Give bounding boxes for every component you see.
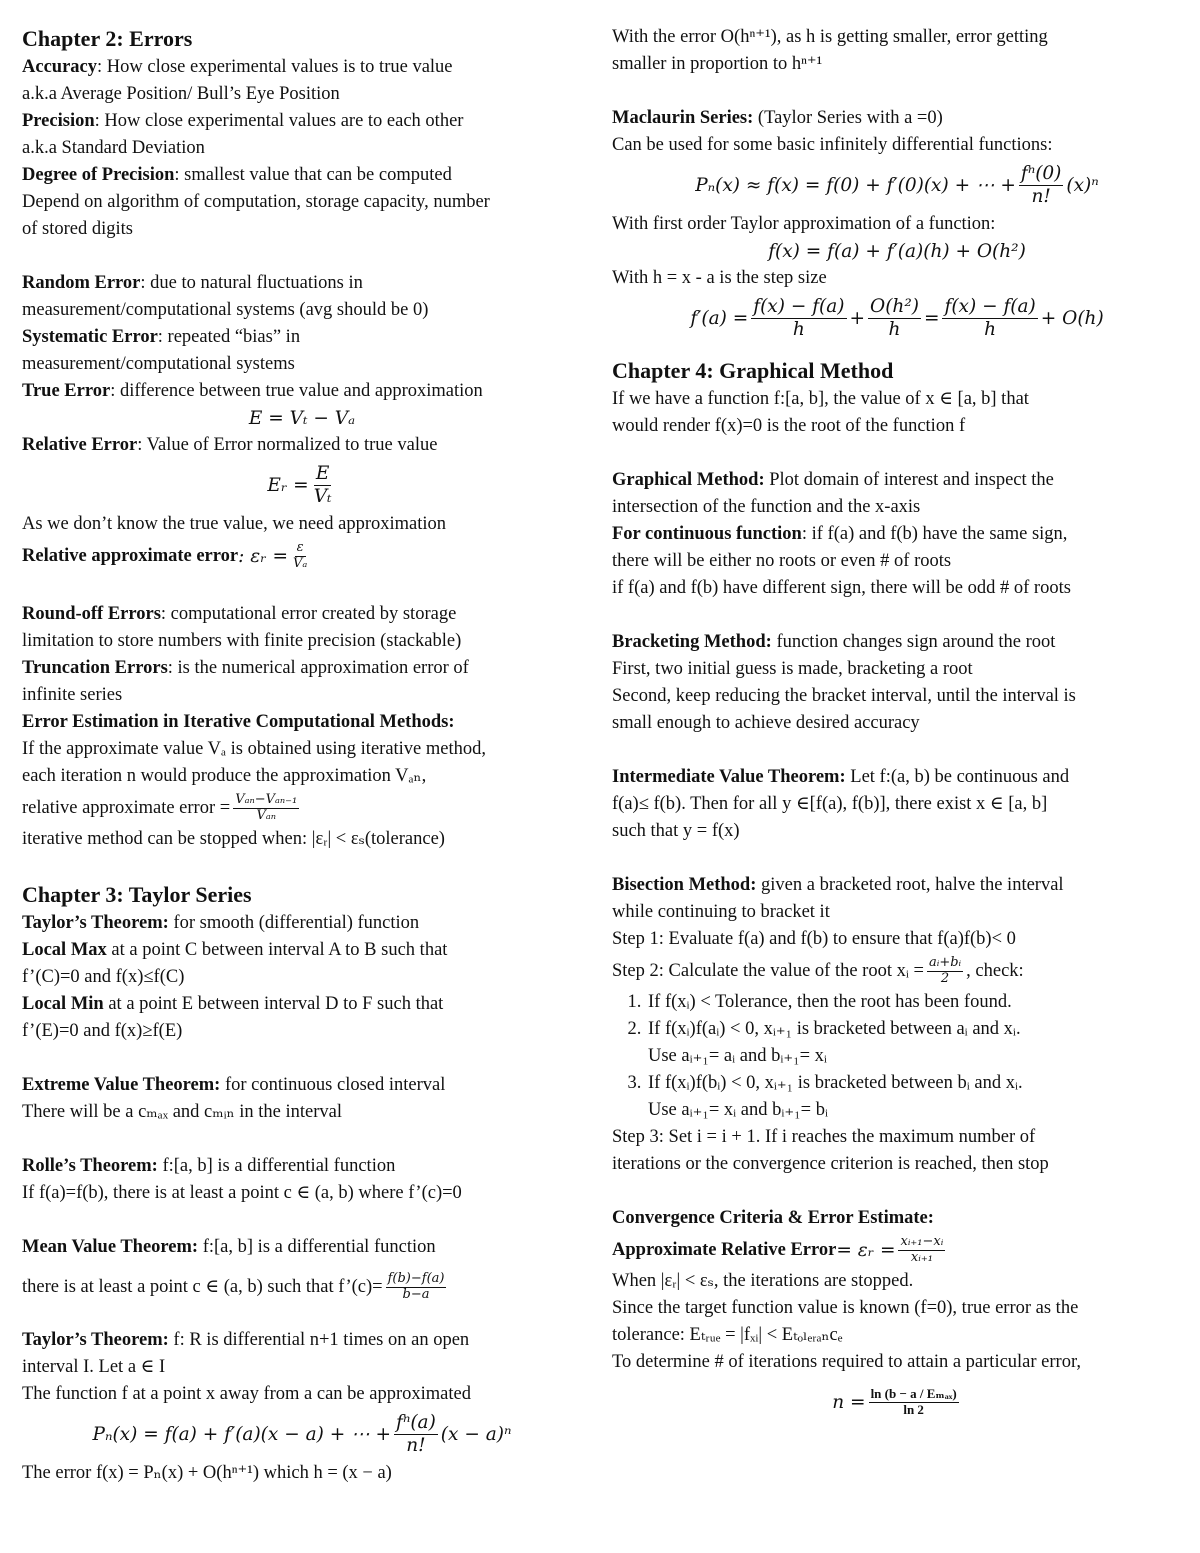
intermediate-value-def: Intermediate Value Theorem: Let f:(a, b) be continuous and bbox=[612, 767, 1070, 787]
systematic-error-line2: measurement/computational systems bbox=[22, 354, 295, 374]
truncation-error-def: Truncation Errors: is the numerical approximation error of bbox=[22, 658, 469, 678]
taylor-theorem-line3: The function f at a point x away from a can be approximated bbox=[22, 1384, 471, 1404]
degree-precision-line2: Depend on algorithm of computation, storage capacity, number bbox=[22, 192, 490, 212]
local-max-line2: f’(C)=0 and f(x)≤f(C) bbox=[22, 967, 185, 987]
first-order-line: With first order Taylor approximation of a function: bbox=[612, 214, 996, 234]
continuous-function-line2: there will be either no roots or even # of roots bbox=[612, 551, 952, 571]
taylor-theorem-smooth: Taylor’s Theorem: for smooth (differential) function bbox=[22, 913, 420, 933]
approx-relative-error: Approximate Relative Error = εᵣ = $\frac{\text{xᵢ₊₁−xᵢ}}{\text{xᵢ₊₁}}$ bbox=[612, 1233, 944, 1265]
step-size-line: With h = x - a is the step size bbox=[612, 268, 827, 288]
bisection-step1: Step 1: Evaluate f(a) and f(b) to ensure that f(a)f(b)< 0 bbox=[612, 929, 1016, 949]
first-order-equation: f(x) = f(a) + f′(a)(h) + O(h²) bbox=[768, 241, 1026, 262]
degree-precision-line3: of stored digits bbox=[22, 219, 133, 239]
list-item: 3. If f(xᵢ)f(bᵢ) < 0, xᵢ₊₁ is bracketed between bᵢ and xᵢ. Use aᵢ₊₁= xᵢ and bᵢ₊₁= bᵢ bbox=[646, 1070, 1182, 1124]
error-order-line1: With the error O(hⁿ⁺¹), as h is getting smaller, error getting bbox=[612, 27, 1048, 47]
intermediate-value-line2: f(a)≤ f(b). Then for all y ∈[f(a), f(b)], there exist x ∈ [a, b] bbox=[612, 794, 1048, 814]
mean-value-line2: there is at least a point c ∈ (a, b) such that f’(c)= $\frac{f(b)-f(a)}{b-a}$ bbox=[22, 1270, 445, 1302]
convergence-title: Convergence Criteria & Error Estimate: bbox=[612, 1208, 934, 1228]
accuracy-def: Accuracy: How close experimental values is to true value bbox=[22, 57, 453, 77]
bracketing-line4: small enough to achieve desired accuracy bbox=[612, 713, 920, 733]
chapter-4-line1: If we have a function f:[a, b], the value of x ∈ [a, b] that bbox=[612, 389, 1029, 409]
random-error-def: Random Error: due to natural fluctuations in bbox=[22, 273, 363, 293]
iterations-required-line: To determine # of iterations required to attain a particular error, bbox=[612, 1352, 1082, 1372]
systematic-error-def: Systematic Error: repeated “bias” in bbox=[22, 327, 301, 347]
iterative-line3: relative approximate error = $\frac{\text{Vₐₙ−Vₐₙ₋₁}}{\text{Vₐₙ}}$ bbox=[22, 791, 298, 823]
chapter-3-title: Chapter 3: Taylor Series bbox=[22, 882, 252, 907]
bisection-line2: while continuing to bracket it bbox=[612, 902, 830, 922]
iterative-error-title: Error Estimation in Iterative Computational Methods: bbox=[22, 712, 455, 732]
list-item: 2. If f(xᵢ)f(aᵢ) < 0, xᵢ₊₁ is bracketed between aᵢ and xᵢ. Use aᵢ₊₁= aᵢ and bᵢ₊₁= xᵢ bbox=[646, 1016, 1182, 1070]
intermediate-value-line3: such that y = f(x) bbox=[612, 821, 740, 841]
graphical-method-line2: intersection of the function and the x-axis bbox=[612, 497, 921, 517]
stop-condition-line: When |εᵣ| < εₛ, the iterations are stopped. bbox=[612, 1271, 914, 1291]
maclaurin-equation: Pₙ(x) ≈ f(x) = f(0) + f′(0)(x) + ⋯ + $\frac{\text{fⁿ(0)}}{n!}$ (x)ⁿ bbox=[695, 163, 1099, 207]
bracketing-method-def: Bracketing Method: function changes sign around the root bbox=[612, 632, 1056, 652]
extreme-value-def: Extreme Value Theorem: for continuous closed interval bbox=[22, 1075, 446, 1095]
maclaurin-def: Maclaurin Series: (Taylor Series with a =0) bbox=[612, 108, 943, 128]
approximation-note: As we don’t know the true value, we need approximation bbox=[22, 514, 447, 534]
taylor-theorem-def: Taylor’s Theorem: f: R is differential n+1 times on an open bbox=[22, 1330, 470, 1350]
iterative-line2: each iteration n would produce the approximation Vₐₙ, bbox=[22, 766, 427, 786]
precision-def: Precision: How close experimental values are to each other bbox=[22, 111, 464, 131]
roundoff-error-def: Round-off Errors: computational error created by storage bbox=[22, 604, 457, 624]
chapter-2-title: Chapter 2: Errors bbox=[22, 26, 193, 51]
chapter-4-line2: would render f(x)=0 is the root of the function f bbox=[612, 416, 966, 436]
derivative-equation: f′(a) = $\frac{f(x) - f(a)}{h}$ + $\frac{\text{O(h²)}}{h}$ = $\frac{f(x) - f(a)}{h}$ + O(h) bbox=[690, 296, 1104, 340]
rolle-theorem-line2: If f(a)=f(b), there is at least a point c ∈ (a, b) where f’(c)=0 bbox=[22, 1183, 462, 1203]
bisection-step3: Step 3: Set i = i + 1. If i reaches the maximum number of bbox=[612, 1127, 1036, 1147]
local-min-line2: f’(E)=0 and f(x)≥f(E) bbox=[22, 1021, 183, 1041]
iterative-line4: iterative method can be stopped when: |εᵣ| < εₛ(tolerance) bbox=[22, 829, 445, 849]
bisection-step3-line2: iterations or the convergence criterion is reached, then stop bbox=[612, 1154, 1049, 1174]
continuous-function-def: For continuous function: if f(a) and f(b) have the same sign, bbox=[612, 524, 1068, 544]
relative-error-equation: Eᵣ = $\frac{E}{\text{Vₜ}}$ bbox=[267, 463, 332, 507]
true-error-def: True Error: difference between true value and approximation bbox=[22, 381, 483, 401]
bisection-step2: Step 2: Calculate the value of the root xᵢ = $\frac{\text{aᵢ+bᵢ}}{2}$ , check: bbox=[612, 954, 1024, 986]
relative-approx-error: Relative approximate error : εᵣ = $\frac{\varepsilon}{\text{Vₐ}}$ bbox=[22, 539, 308, 571]
bisection-method-def: Bisection Method: given a bracketed root, halve the interval bbox=[612, 875, 1064, 895]
bracketing-line3: Second, keep reducing the bracket interval, until the interval is bbox=[612, 686, 1076, 706]
true-error-equation: E = Vₜ − Vₐ bbox=[248, 408, 356, 429]
truncation-error-line2: infinite series bbox=[22, 685, 123, 705]
taylor-polynomial-equation: Pₙ(x) = f(a) + f′(a)(x − a) + ⋯ + $\frac{\text{fⁿ(a)}}{n!}$ (x − a)ⁿ bbox=[92, 1412, 512, 1456]
taylor-theorem-line2: interval I. Let a ∈ I bbox=[22, 1357, 166, 1377]
precision-aka: a.k.a Standard Deviation bbox=[22, 138, 205, 158]
degree-precision-def: Degree of Precision: smallest value that can be computed bbox=[22, 165, 452, 185]
graphical-method-def: Graphical Method: Plot domain of interest and inspect the bbox=[612, 470, 1054, 490]
random-error-line2: measurement/computational systems (avg should be 0) bbox=[22, 300, 429, 320]
local-max-def: Local Max at a point C between interval A to B such that bbox=[22, 940, 448, 960]
true-error-tolerance-line1: Since the target function value is known (f=0), true error as the bbox=[612, 1298, 1079, 1318]
accuracy-aka: a.k.a Average Position/ Bull’s Eye Position bbox=[22, 84, 340, 104]
iterative-line1: If the approximate value Vₐ is obtained using iterative method, bbox=[22, 739, 487, 759]
mean-value-def: Mean Value Theorem: f:[a, b] is a differential function bbox=[22, 1237, 436, 1257]
rolle-theorem-def: Rolle’s Theorem: f:[a, b] is a differential function bbox=[22, 1156, 396, 1176]
list-item: 1. If f(xᵢ) < Tolerance, then the root has been found. bbox=[646, 989, 1182, 1016]
relative-error-def: Relative Error: Value of Error normalized to true value bbox=[22, 435, 438, 455]
maclaurin-line2: Can be used for some basic infinitely differential functions: bbox=[612, 135, 1053, 155]
bisection-check-list bbox=[612, 989, 1182, 1124]
error-order-line2: smaller in proportion to hⁿ⁺¹ bbox=[612, 54, 823, 74]
extreme-value-line2: There will be a cₘₐₓ and cₘᵢₙ in the interval bbox=[22, 1102, 342, 1122]
right-column bbox=[612, 24, 1182, 1428]
bracketing-line2: First, two initial guess is made, bracketing a root bbox=[612, 659, 973, 679]
roundoff-error-line2: limitation to store numbers with finite precision (stackable) bbox=[22, 631, 462, 651]
continuous-function-line3: if f(a) and f(b) have different sign, there will be odd # of roots bbox=[612, 578, 1071, 598]
true-error-tolerance-line2: tolerance: Eₜᵣᵤₑ = |fₓᵢ| < Eₜₒₗₑᵣₐₙcₑ bbox=[612, 1325, 843, 1345]
local-min-def: Local Min at a point E between interval D to F such that bbox=[22, 994, 444, 1014]
iterations-equation: n = $\frac{\text{ln (b − a / Eₘₐₓ)}}{\ln 2}$ bbox=[832, 1385, 957, 1417]
taylor-error-line: The error f(x) = Pₙ(x) + O(hⁿ⁺¹) which h = (x − a) bbox=[22, 1463, 392, 1483]
left-column bbox=[22, 24, 582, 1487]
chapter-4-title: Chapter 4: Graphical Method bbox=[612, 358, 894, 383]
